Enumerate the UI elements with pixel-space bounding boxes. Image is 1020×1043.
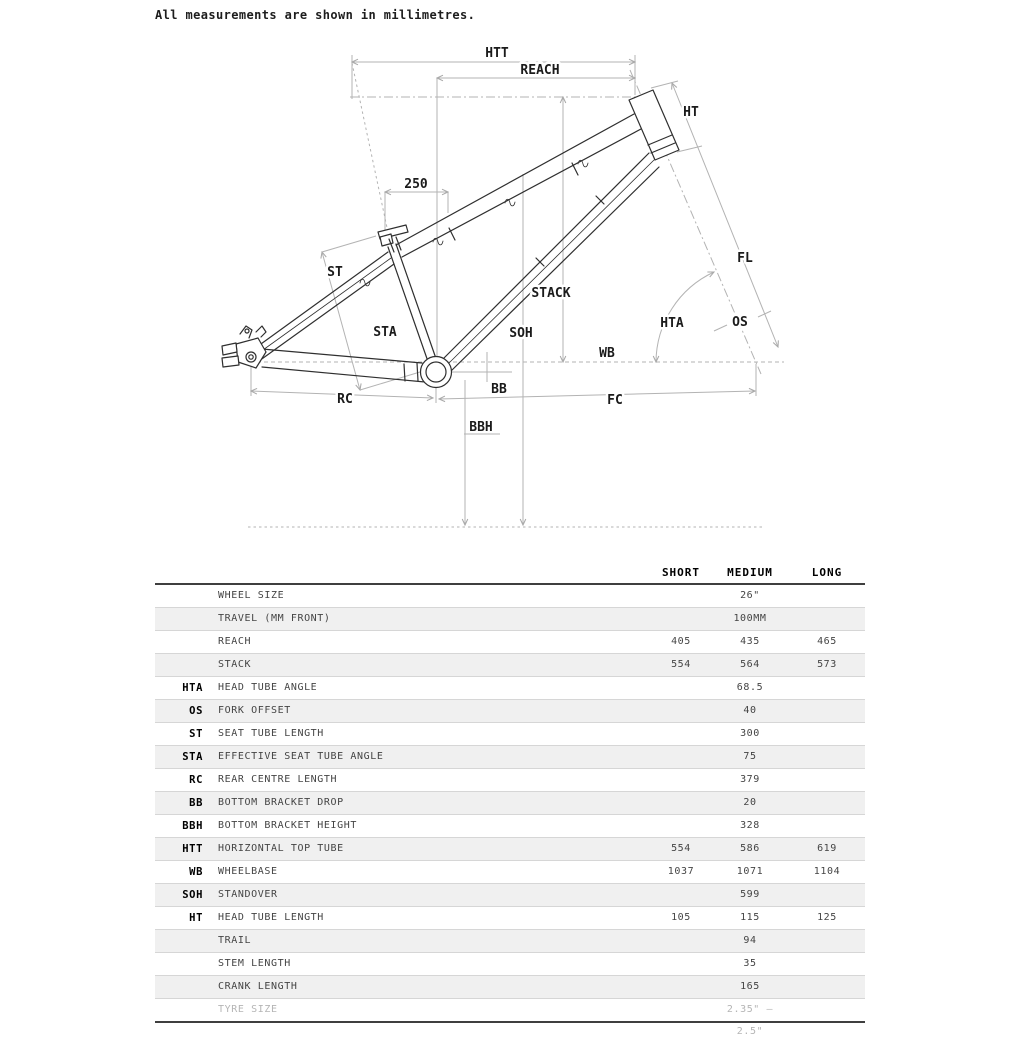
spec-abbr [155,654,218,676]
spec-abbr: OS [189,705,203,717]
spec-label: REAR CENTRE LENGTH [218,774,338,785]
spec-value-short [651,608,711,630]
size-column-header-medium: MEDIUM [727,566,773,579]
spec-value-long: 125 [817,912,837,923]
spec-label: WHEEL SIZE [218,590,285,601]
spec-label: CRANK LENGTH [218,981,298,992]
spec-value-medium: 599 [740,889,760,900]
spec-value-short [651,884,711,906]
table-row [155,837,865,860]
spec-value-long [789,608,865,630]
spec-value-long [789,723,865,745]
frame-geometry-diagram [0,34,1020,554]
table-row [155,906,865,929]
dim-label-stack: STACK [531,286,571,301]
table-row [155,791,865,814]
table-row [155,929,865,952]
spec-abbr [155,930,218,952]
spec-value-long [789,953,865,975]
dim-label-st: ST [327,265,343,280]
spec-value-long: 1104 [813,866,841,877]
table-row [155,630,865,653]
spec-value-long: 619 [817,843,837,854]
dim-label-250: 250 [404,177,428,192]
spec-value-medium: 435 [740,636,760,647]
spec-abbr [155,999,218,1043]
dim-label-bbh: BBH [469,420,493,435]
table-row [155,676,865,699]
spec-value-medium: 2.35" – 2.5" [726,1004,774,1037]
dim-label-fc: FC [607,393,623,408]
spec-value-long: 465 [817,636,837,647]
table-row [155,607,865,630]
dim-label-os: OS [732,315,748,330]
spec-abbr [155,976,218,998]
spec-abbr: BBH [182,820,203,832]
spec-label: FORK OFFSET [218,705,291,716]
dimension-lines [248,55,784,527]
spec-value-medium: 165 [740,981,760,992]
spec-label: TRAIL [218,935,252,946]
dim-label-soh: SOH [509,326,533,341]
spec-label: STANDOVER [218,889,278,900]
table-row [155,745,865,768]
spec-value-long [789,677,865,699]
spec-value-long [789,792,865,814]
spec-value-short [651,585,711,607]
spec-value-long [789,976,865,998]
spec-value-medium: 35 [743,958,757,969]
table-row [155,585,865,607]
spec-value-short [651,815,711,837]
spec-label: BOTTOM BRACKET DROP [218,797,344,808]
spec-value-medium: 586 [740,843,760,854]
spec-label: SEAT TUBE LENGTH [218,728,324,739]
table-row [155,814,865,837]
spec-value-medium: 564 [740,659,760,670]
dim-label-hta: HTA [660,316,684,331]
spec-abbr: STA [182,751,203,763]
dim-label-reach: REACH [520,63,560,78]
spec-value-short: 554 [671,843,691,854]
spec-label: EFFECTIVE SEAT TUBE ANGLE [218,751,384,762]
spec-value-short [651,677,711,699]
spec-value-medium: 75 [743,751,757,762]
spec-value-long [789,585,865,607]
spec-label: STACK [218,659,252,670]
spec-abbr: SOH [182,889,203,901]
spec-value-long [789,884,865,906]
spec-value-long [789,815,865,837]
spec-value-short [651,999,711,1043]
spec-value-medium: 328 [740,820,760,831]
dim-label-fl: FL [737,251,753,266]
bike-frame-drawing [222,90,679,388]
header-abbr-spacer [155,563,218,583]
header-label-spacer [218,563,651,583]
spec-value-medium: 26" [740,590,760,601]
dim-label-bb: BB [491,382,507,397]
spec-label: TYRE SIZE [218,1004,278,1015]
spec-value-long [789,930,865,952]
spec-value-medium: 300 [740,728,760,739]
spec-value-short [651,792,711,814]
spec-label: BOTTOM BRACKET HEIGHT [218,820,358,831]
spec-abbr [155,631,218,653]
spec-value-short [651,769,711,791]
spec-abbr: ST [189,728,203,740]
spec-abbr: WB [189,866,203,878]
spec-value-long [789,769,865,791]
table-row [155,883,865,906]
spec-value-medium: 68.5 [736,682,764,693]
table-row [155,722,865,745]
spec-value-medium: 100MM [733,613,767,624]
spec-value-short: 554 [671,659,691,670]
spec-value-medium: 20 [743,797,757,808]
size-column-header-short: SHORT [661,566,701,579]
spec-abbr [155,585,218,607]
spec-value-short [651,976,711,998]
spec-abbr: BB [189,797,203,809]
dim-label-rc: RC [337,392,353,407]
spec-value-short [651,746,711,768]
spec-value-short [651,723,711,745]
spec-abbr: HT [189,912,203,924]
spec-value-medium: 1071 [736,866,764,877]
spec-value-short: 105 [671,912,691,923]
dim-label-htt: HTT [485,46,509,61]
spec-label: HORIZONTAL TOP TUBE [218,843,344,854]
spec-label: HEAD TUBE LENGTH [218,912,324,923]
spec-value-long [789,746,865,768]
spec-label: TRAVEL (MM FRONT) [218,613,331,624]
dim-label-sta: STA [373,325,397,340]
spec-value-short [651,953,711,975]
table-row [155,952,865,975]
dim-label-wb: WB [599,346,615,361]
measurements-note: All measurements are shown in millimetres. [155,8,476,22]
table-row [155,653,865,676]
spec-label: WHEELBASE [218,866,278,877]
spec-value-long [789,700,865,722]
spec-value-long: 573 [817,659,837,670]
table-row [155,975,865,998]
spec-value-short: 405 [671,636,691,647]
dim-label-ht: HT [683,105,699,120]
spec-value-short [651,930,711,952]
spec-value-medium: 40 [743,705,757,716]
spec-abbr [155,608,218,630]
table-row [155,998,865,1037]
spec-value-medium: 115 [740,912,760,923]
spec-label: HEAD TUBE ANGLE [218,682,318,693]
spec-value-long [789,999,865,1043]
spec-value-medium: 379 [740,774,760,785]
table-header-row [155,563,865,585]
size-column-header-long: LONG [811,566,843,579]
table-row [155,768,865,791]
spec-abbr: HTA [182,682,203,694]
spec-value-medium: 94 [743,935,757,946]
spec-abbr: RC [189,774,203,786]
spec-label: REACH [218,636,252,647]
spec-abbr [155,953,218,975]
spec-value-short: 1037 [667,866,695,877]
spec-label: STEM LENGTH [218,958,291,969]
geometry-table [155,563,865,1037]
table-row [155,860,865,883]
spec-abbr: HTT [182,843,203,855]
spec-value-short [651,700,711,722]
table-row [155,699,865,722]
